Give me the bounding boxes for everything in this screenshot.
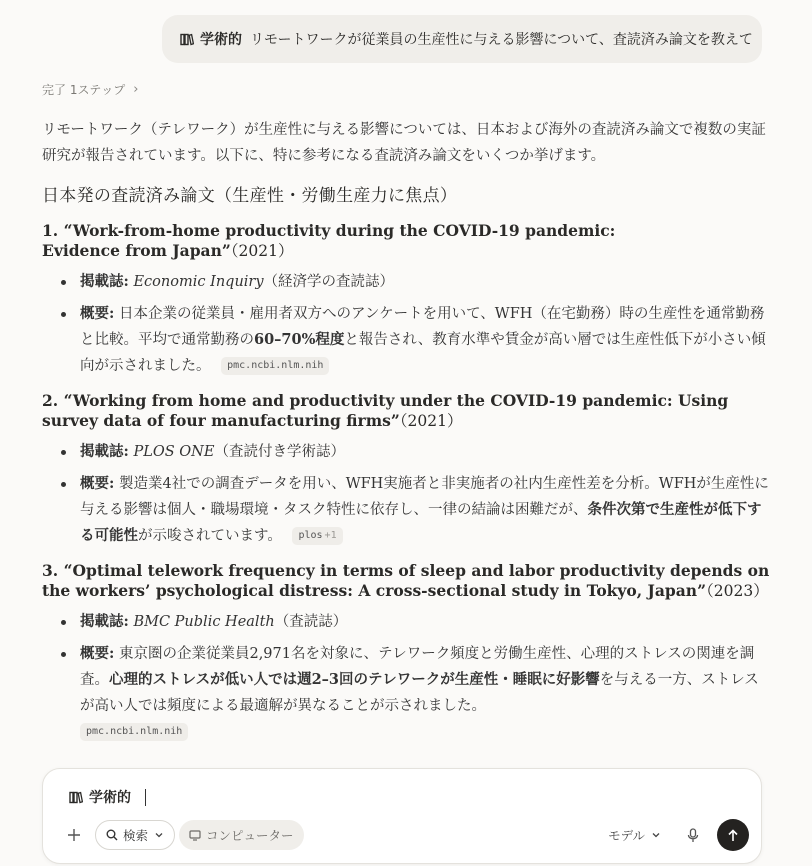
- user-message-text: リモートワークが従業員の生産性に与える影響について、査読済み論文を教えて: [250, 32, 753, 48]
- citation-more-count: +1: [324, 530, 337, 541]
- citation-source: plos: [298, 530, 323, 541]
- paper-title: [42, 561, 772, 601]
- paper-title-text: 1. “Work-from-home productivity during the COVID-19 pandemic: Evidence from Japan”: [42, 221, 616, 260]
- message-composer: [42, 768, 762, 864]
- journal-name: Economic Inquiry: [133, 274, 264, 290]
- send-button[interactable]: [717, 819, 749, 851]
- book-icon: [69, 791, 83, 804]
- paper-summary: [42, 471, 772, 549]
- paper-title: [42, 221, 622, 261]
- book-icon: [180, 33, 194, 46]
- computer-toggle-button[interactable]: [179, 820, 304, 850]
- journal-name: PLOS ONE: [133, 444, 215, 460]
- composer-mode-tag[interactable]: [69, 787, 131, 807]
- arrow-up-icon: [727, 829, 739, 842]
- journal-note: （経済学の査読誌）: [263, 274, 395, 290]
- composer-toolbar: [61, 819, 749, 851]
- text-caret: [145, 789, 146, 806]
- user-message-bubble: [162, 15, 762, 63]
- paper-journal: [42, 439, 772, 465]
- journal-note: （査読付き学術誌）: [214, 444, 345, 460]
- summary-label: 概要:: [80, 475, 115, 492]
- section-heading: 日本発の査読済み論文（生産性・労働生産力に焦点）: [42, 186, 458, 206]
- paper-title-text: 2. “Working from home and productivity under the COVID-19 pandemic: Using survey data of four manufacturing firms”: [42, 391, 729, 430]
- paper-item: [42, 561, 772, 745]
- composer-mode-label: 学術的: [89, 790, 131, 806]
- summary-highlight: 心理的ストレスが低い人では週2–3回のテレワークが生産性・睡眠に好影響: [109, 671, 600, 688]
- chevron-down-icon: [154, 830, 164, 840]
- paper-summary: [42, 301, 772, 379]
- search-icon: [106, 829, 118, 841]
- citation-chip[interactable]: [80, 723, 188, 741]
- paper-summary: [42, 641, 772, 745]
- summary-highlight: 60–70%程度: [254, 331, 345, 348]
- paper-journal: [42, 269, 772, 295]
- model-selector[interactable]: [608, 826, 661, 844]
- paper-title: [42, 391, 772, 431]
- monitor-icon: [189, 830, 201, 841]
- answer-intro: リモートワーク（テレワーク）が生産性に与える影響については、日本および海外の査読済み論文で複数の実証研究が報告されています。以下に、特に参考になる査読済み論文をいくつか挙げます。: [42, 122, 766, 164]
- journal-label: 掲載誌:: [80, 613, 129, 630]
- paper-title-text: 3. “Optimal telework frequency in terms of sleep and labor productivity depends on the workers’ psychological distress: A cross-sectional study in Tokyo, Japan”: [42, 561, 770, 600]
- voice-input-button[interactable]: [683, 825, 703, 845]
- microphone-icon: [687, 828, 699, 843]
- journal-label: 掲載誌:: [80, 273, 129, 290]
- paper-year: （2023）: [706, 582, 769, 600]
- composer-input[interactable]: [69, 787, 146, 807]
- citation-chip[interactable]: [292, 527, 342, 545]
- paper-item: [42, 391, 772, 549]
- summary-text-end: と報告され、教育水準や賃金が高い層では生産性低下が小さい傾向が示されました。: [80, 332, 766, 374]
- summary-text: 製造業4社での調査データを用い、WFH実施者と非実施者の社内生産性差を分析。WFHが生産性に与える影響は個人・職場環境・タスク特性に依存し、一律の結論は困難だが、: [80, 476, 769, 518]
- summary-text-end: を与える一方、ストレスが高い人では頻度による最適解が異なることが示されました。: [80, 672, 759, 714]
- steps-toggle[interactable]: [42, 81, 138, 98]
- summary-label: 概要:: [80, 305, 115, 322]
- summary-text-end: が示唆されています。: [138, 528, 282, 544]
- journal-name: BMC Public Health: [133, 614, 275, 630]
- chevron-right-icon: ›: [133, 82, 139, 97]
- search-toggle-button[interactable]: [95, 820, 175, 850]
- plus-icon: [67, 828, 81, 842]
- summary-highlight: 条件次第で生産性が低下する可能性: [80, 501, 762, 544]
- search-label: 検索: [123, 828, 149, 843]
- assistant-answer: [42, 117, 772, 751]
- academic-mode-tag: [180, 29, 242, 49]
- paper-journal: [42, 609, 772, 635]
- journal-label: 掲載誌:: [80, 443, 129, 460]
- journal-note: （査読誌）: [274, 614, 348, 630]
- computer-label: コンピューター: [206, 828, 294, 843]
- citation-source: pmc.ncbi.nlm.nih: [86, 726, 183, 737]
- citation-chip[interactable]: [221, 357, 329, 375]
- summary-text: 東京圏の企業従業員2,971名を対象に、テレワーク頻度と労働生産性、心理的ストレスの関連を調査。: [80, 646, 755, 688]
- paper-year: （2021）: [399, 412, 463, 430]
- summary-text: 日本企業の従業員・雇用者双方へのアンケートを用いて、WFH（在宅勤務）時の生産性を通常勤務と比較。平均で通常勤務の: [80, 306, 765, 348]
- citation-source: pmc.ncbi.nlm.nih: [227, 360, 324, 371]
- mode-label: 学術的: [200, 32, 242, 48]
- paper-year: （2021）: [230, 242, 294, 260]
- summary-label: 概要:: [80, 645, 115, 662]
- add-attachment-button[interactable]: [61, 822, 87, 848]
- model-label: モデル: [608, 828, 645, 843]
- paper-item: [42, 221, 772, 379]
- chevron-down-icon: [651, 830, 661, 840]
- steps-label: 完了 1ステップ: [42, 83, 126, 97]
